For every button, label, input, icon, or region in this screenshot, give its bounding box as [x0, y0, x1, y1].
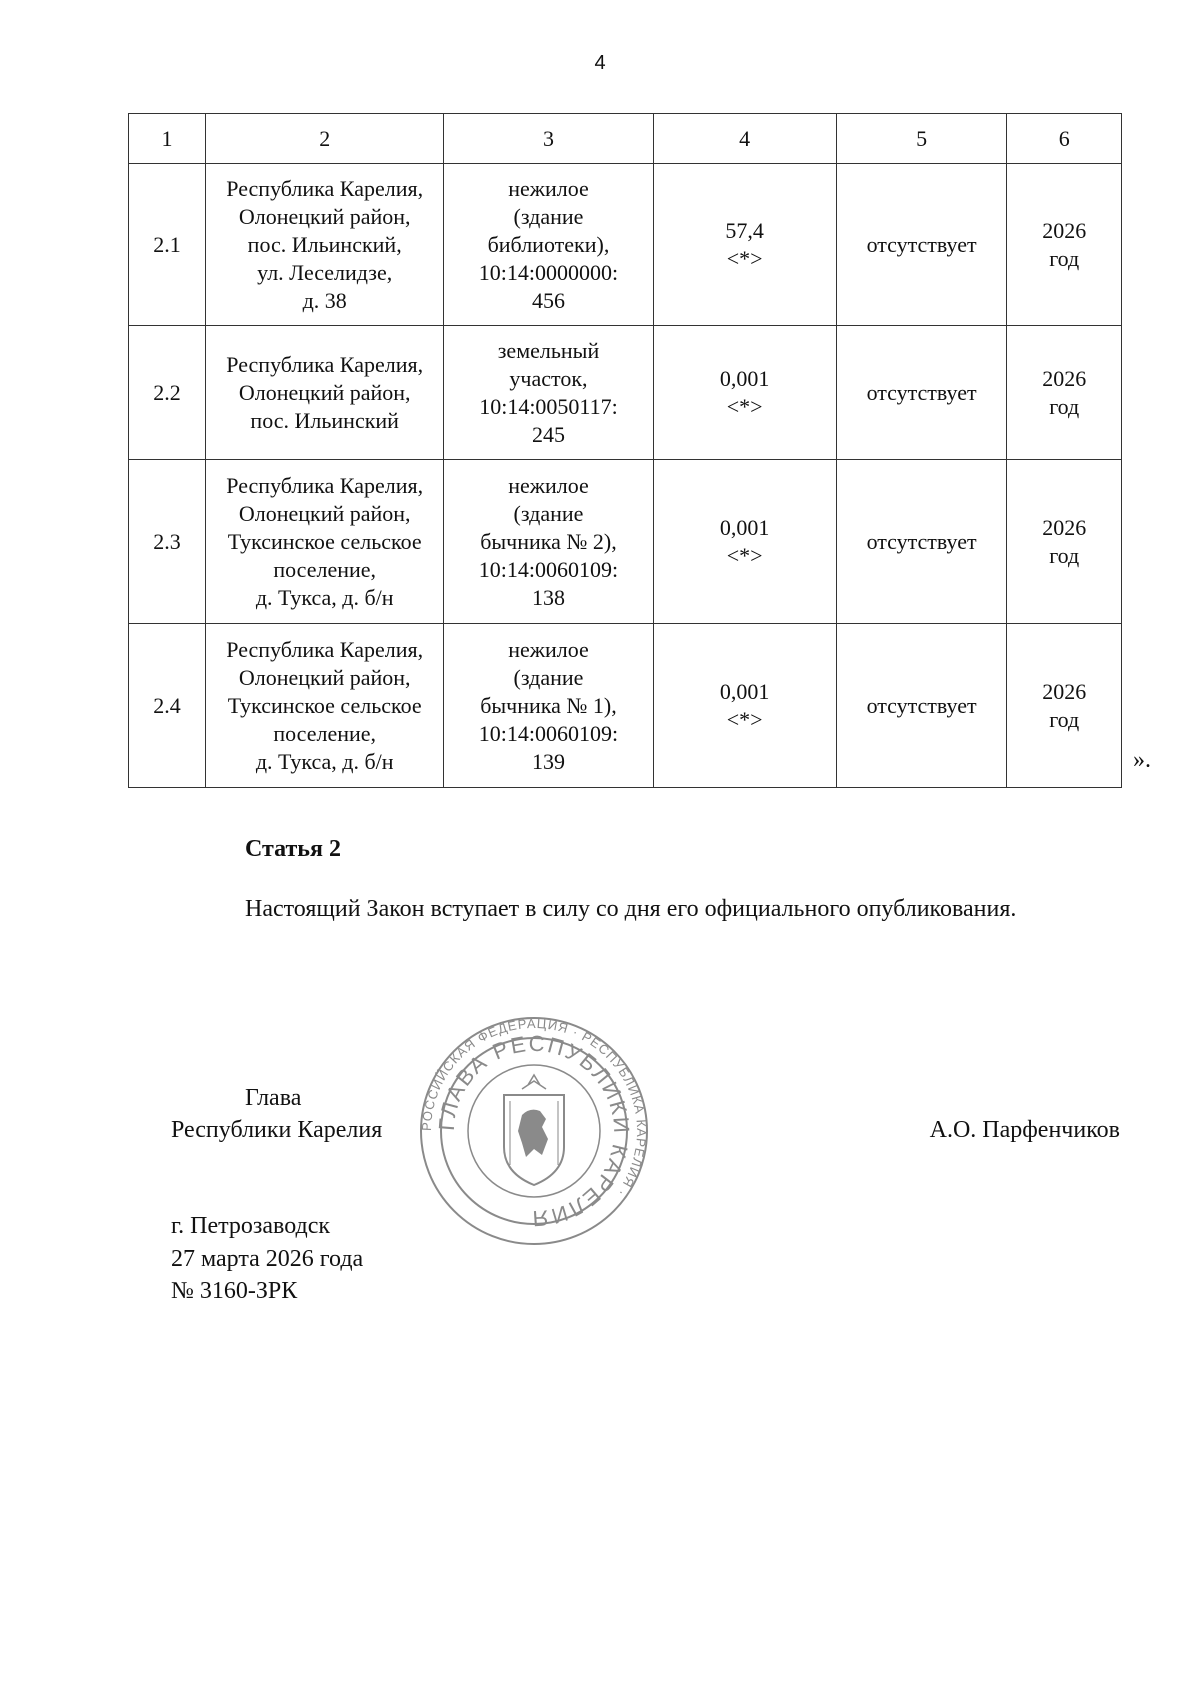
- law-number: № 3160-ЗРК: [171, 1278, 298, 1304]
- official-seal: [418, 1015, 650, 1247]
- value-cell: 0,001 <*>: [653, 460, 836, 624]
- value-cell: 0,001 <*>: [653, 326, 836, 460]
- closing-quote: ».: [1133, 747, 1151, 773]
- header-cell: 5: [836, 114, 1007, 164]
- value-cell: 57,4 <*>: [653, 164, 836, 326]
- address-cell: Республика Карелия, Олонецкий район, пос. Ильинский: [206, 326, 444, 460]
- bear-emblem-icon: [518, 1110, 548, 1157]
- object-cell: земельный участок, 10:14:0050117: 245: [444, 326, 653, 460]
- header-cell: 3: [444, 114, 653, 164]
- address-cell: Республика Карелия, Олонецкий район, пос. Ильинский, ул. Леселидзе, д. 38: [206, 164, 444, 326]
- table-header-row: [129, 114, 1122, 164]
- header-cell: 1: [129, 114, 206, 164]
- page-number: 4: [594, 52, 606, 74]
- table-row: [129, 326, 1122, 460]
- row-number-cell: 2.1: [129, 164, 206, 326]
- table-row: [129, 164, 1122, 326]
- status-cell: отсутствует: [836, 460, 1007, 624]
- header-cell: 6: [1007, 114, 1122, 164]
- seal-outer-text: РОССИЙСКАЯ ФЕДЕРАЦИЯ · РЕСПУБЛИКА КАРЕЛИЯ ·: [418, 1015, 650, 1200]
- row-number-cell: 2.3: [129, 460, 206, 624]
- table-row: [129, 460, 1122, 624]
- address-cell: Республика Карелия, Олонецкий район, Туксинское сельское поселение, д. Тукса, д. б/н: [206, 624, 444, 788]
- status-cell: отсутствует: [836, 164, 1007, 326]
- seal-inner-text: ГЛАВА РЕСПУБЛИКИ КАРЕЛИЯ: [433, 1030, 635, 1232]
- year-cell: 2026 год: [1007, 460, 1122, 624]
- object-cell: нежилое (здание бычника № 2), 10:14:0060109: 138: [444, 460, 653, 624]
- year-cell: 2026 год: [1007, 326, 1122, 460]
- object-cell: нежилое (здание бычника № 1), 10:14:0060109: 139: [444, 624, 653, 788]
- header-cell: 4: [653, 114, 836, 164]
- signatory-name: А.О. Парфенчиков: [929, 1117, 1120, 1143]
- article-text: Настоящий Закон вступает в силу со дня его официального опубликования.: [245, 896, 1017, 922]
- signature-title-republic: Республики Карелия: [171, 1117, 383, 1143]
- signature-title: Глава: [245, 1085, 302, 1111]
- article-title: Статья 2: [245, 836, 341, 862]
- year-cell: 2026 год: [1007, 624, 1122, 788]
- value-cell: 0,001 <*>: [653, 624, 836, 788]
- status-cell: отсутствует: [836, 624, 1007, 788]
- object-cell: нежилое (здание библиотеки), 10:14:0000000: 456: [444, 164, 653, 326]
- place: г. Петрозаводск: [171, 1213, 331, 1239]
- date: 27 марта 2026 года: [171, 1246, 364, 1272]
- header-cell: 2: [206, 114, 444, 164]
- table-row: [129, 624, 1122, 788]
- row-number-cell: 2.2: [129, 326, 206, 460]
- row-number-cell: 2.4: [129, 624, 206, 788]
- address-cell: Республика Карелия, Олонецкий район, Туксинское сельское поселение, д. Тукса, д. б/н: [206, 460, 444, 624]
- objects-table: [128, 113, 1122, 788]
- year-cell: 2026 год: [1007, 164, 1122, 326]
- status-cell: отсутствует: [836, 326, 1007, 460]
